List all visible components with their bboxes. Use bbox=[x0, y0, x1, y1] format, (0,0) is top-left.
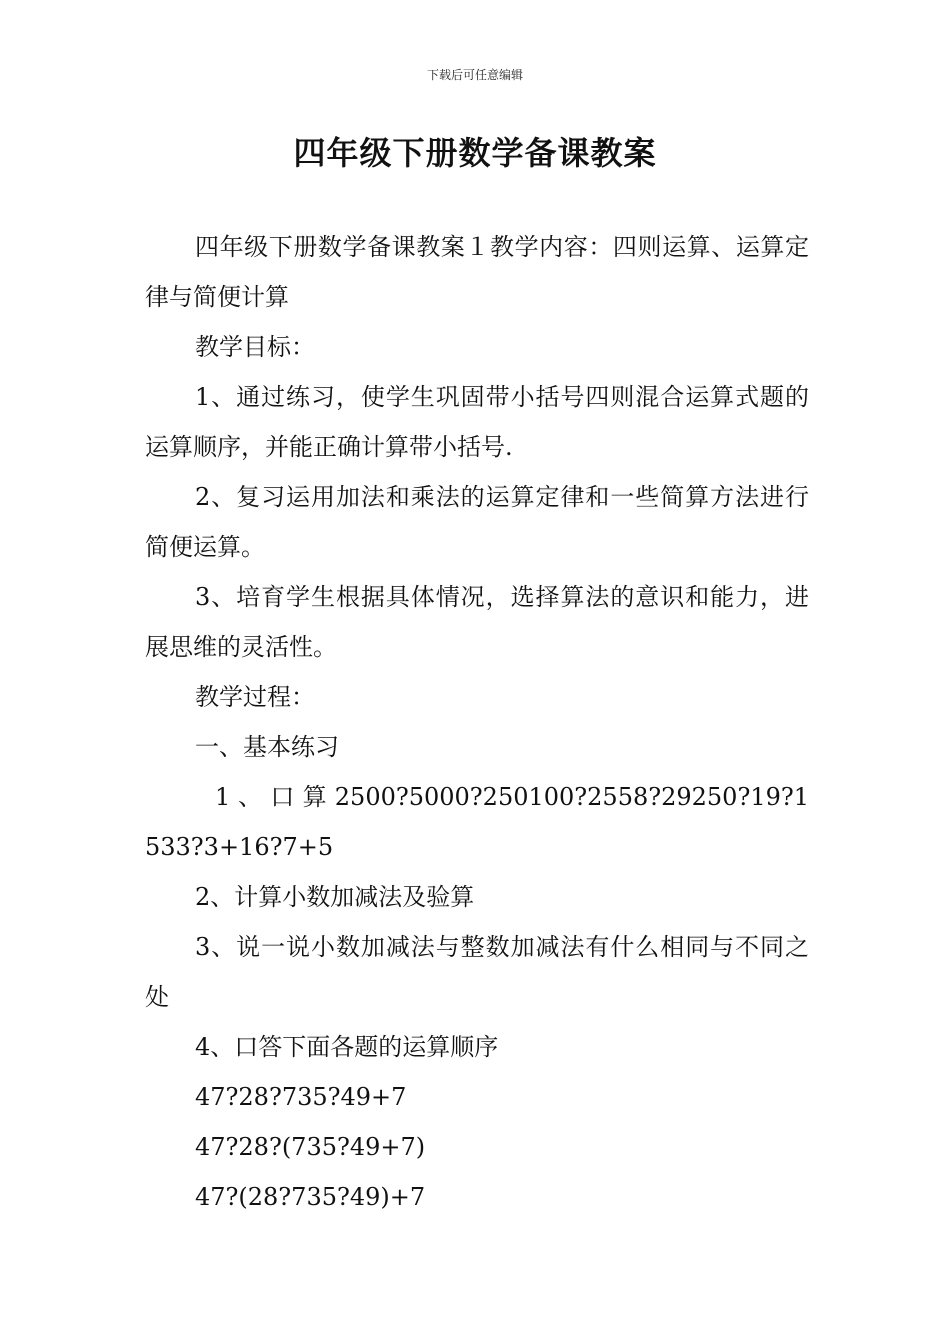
header-note: 下载后可任意编辑 bbox=[426, 68, 523, 82]
paragraph-item-4: 4、口答下面各题的运算顺序 bbox=[195, 1033, 499, 1061]
paragraph-intro: 四年级下册数学备课教案１教学内容：四则运算、运算定律与简便计算 bbox=[145, 233, 809, 311]
paragraph-objective-1: 1、通过练习，使学生巩固带小括号四则混合运算式题的运算顺序，并能正确计算带小括号. bbox=[145, 383, 809, 461]
paragraph-oral-calculation: 1 、 口 算 2500?5000?250100?2558?29250?19?1533?3+16?7+5 bbox=[145, 783, 809, 861]
paragraph-objective-3: 3、培育学生根据具体情况，选择算法的意识和能力，进展思维的灵活性。 bbox=[145, 583, 809, 661]
expression-line-2: 47?28?(735?49+7) bbox=[195, 1133, 426, 1161]
paragraph-item-3: 3、说一说小数加减法与整数加减法有什么相同与不同之处 bbox=[145, 933, 809, 1011]
paragraph-item-2: 2、计算小数加减法及验算 bbox=[195, 883, 475, 911]
expression-line-1: 47?28?735?49+7 bbox=[195, 1083, 407, 1111]
expression-line-3: 47?(28?735?49)+7 bbox=[195, 1183, 426, 1211]
paragraph-section-1-heading: 一、基本练习 bbox=[195, 733, 339, 761]
paragraph-objectives-heading: 教学目标： bbox=[195, 333, 315, 361]
document-title: 四年级下册数学备课教案 bbox=[293, 134, 657, 172]
document-body bbox=[145, 222, 809, 1222]
paragraph-process-heading: 教学过程： bbox=[195, 683, 315, 711]
paragraph-objective-2: 2、复习运用加法和乘法的运算定律和一些简算方法进行简便运算。 bbox=[145, 483, 809, 561]
